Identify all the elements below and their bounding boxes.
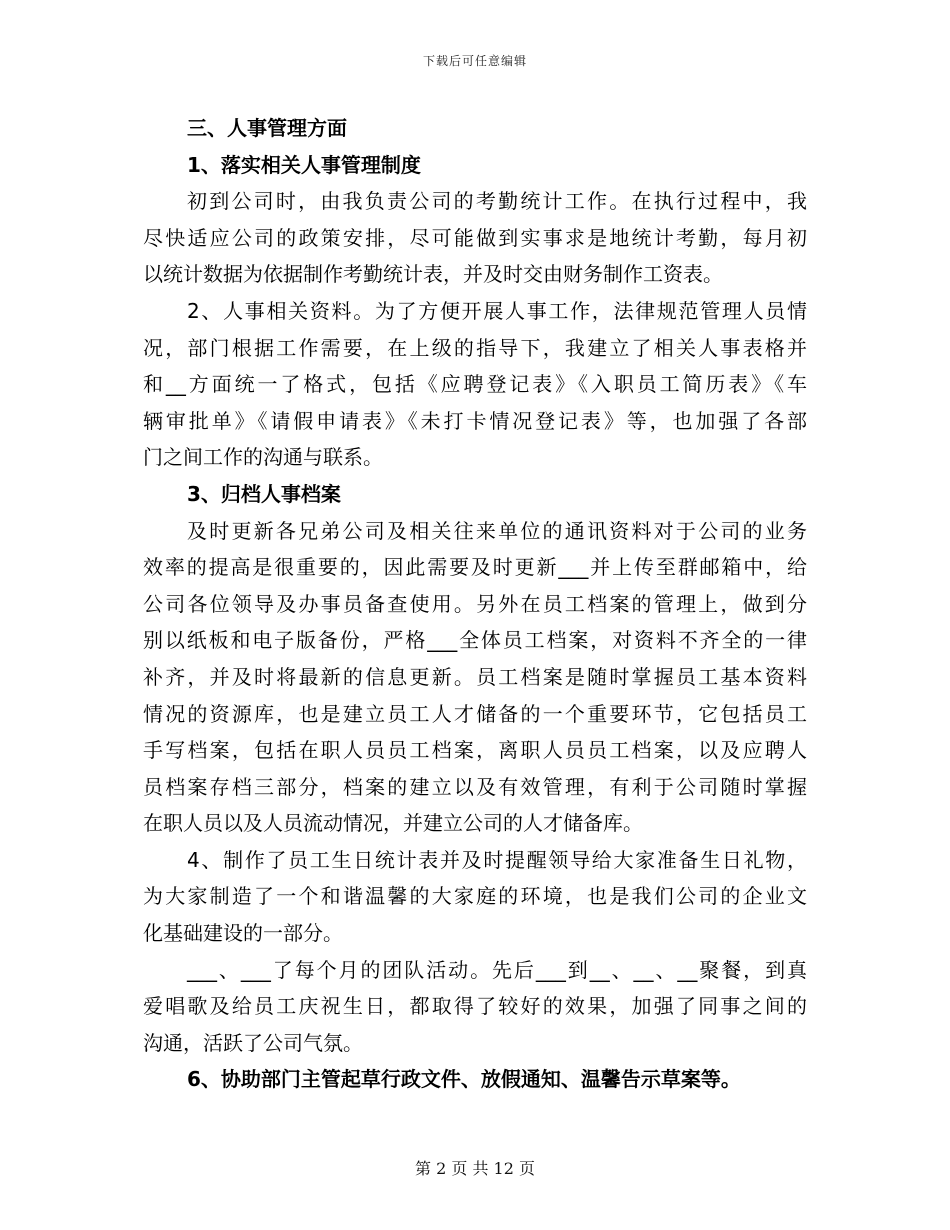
paragraph-line: 补齐，并及时将最新的信息更新。员工档案是随时掌握员工基本资料 [143, 664, 807, 689]
paragraph-line: 为大家制造了一个和谐温馨的大家庭的环境，也是我们公司的企业文 [143, 884, 807, 909]
paragraph-line: 沟通，活跃了公司气氛。 [143, 1030, 363, 1055]
document-body [143, 110, 807, 1098]
paragraph-line: 效率的提高是很重要的，因此需要及时更新___并上传至群邮箱中，给 [143, 555, 807, 580]
paragraph-line: 在职人员以及人员流动情况，并建立公司的人才储备库。 [143, 811, 643, 836]
paragraph-5 [143, 952, 807, 1062]
paragraph-line: 公司各位领导及办事员备查使用。另外在员工档案的管理上，做到分 [143, 591, 807, 616]
paragraph-4 [143, 842, 807, 952]
paragraph-line: 门之间工作的沟通与联系。 [143, 445, 383, 470]
paragraph-line: 及时更新各兄弟公司及相关往来单位的通讯资料对于公司的业务 [187, 518, 807, 543]
paragraph-line: 别以纸板和电子版备份，严格___全体员工档案，对资料不齐全的一律 [143, 628, 807, 653]
paragraph-line: 4、制作了员工生日统计表并及时提醒领导给大家准备生日礼物， [187, 847, 807, 872]
paragraph-line: 初到公司时，由我负责公司的考勤统计工作。在执行过程中，我 [187, 189, 807, 214]
paragraph-line: 化基础建设的一部分。 [143, 921, 343, 946]
paragraph-line: 2、人事相关资料。为了方便开展人事工作，法律规范管理人员情 [187, 298, 807, 323]
paragraph-line: 以统计数据为依据制作考勤统计表，并及时交由财务制作工资表。 [143, 262, 723, 287]
paragraph-line: 情况的资源库，也是建立员工人才储备的一个重要环节，它包括员工 [143, 701, 807, 726]
section-heading: 三、人事管理方面 [187, 116, 347, 140]
paragraph-1 [143, 183, 807, 293]
paragraph-2 [143, 293, 807, 476]
paragraph-3 [143, 513, 807, 842]
paragraph-line: 爱唱歌及给员工庆祝生日，都取得了较好的效果，加强了同事之间的 [143, 994, 807, 1019]
paragraph-line: 况，部门根据工作需要，在上级的指导下，我建立了相关人事表格并 [143, 335, 807, 360]
paragraph-line: ___、___了每个月的团队活动。先后___到__、__、__聚餐，到真 [187, 957, 807, 982]
paragraph-line: 员档案存档三部分，档案的建立以及有效管理，有利于公司随时掌握 [143, 774, 807, 799]
subsection-heading-3: 3、归档人事档案 [187, 481, 341, 506]
page-header: 下载后可任意编辑 [422, 54, 527, 68]
paragraph-line: 尽快适应公司的政策安排，尽可能做到实事求是地统计考勤，每月初 [143, 225, 807, 250]
page-number: 第 2 页 共 12 页 [415, 1159, 535, 1178]
paragraph-line: 辆审批单》《请假申请表》《未打卡情况登记表》等，也加强了各部 [143, 408, 807, 433]
paragraph-line: 手写档案，包括在职人员员工档案，离职人员员工档案，以及应聘人 [143, 738, 807, 763]
subsection-heading-1: 1、落实相关人事管理制度 [187, 152, 421, 177]
subsection-heading-6: 6、协助部门主管起草行政文件、放假通知、温馨告示草案等。 [187, 1067, 741, 1092]
paragraph-line: 和__方面统一了格式，包括《应聘登记表》《入职员工简历表》《车 [143, 372, 807, 397]
